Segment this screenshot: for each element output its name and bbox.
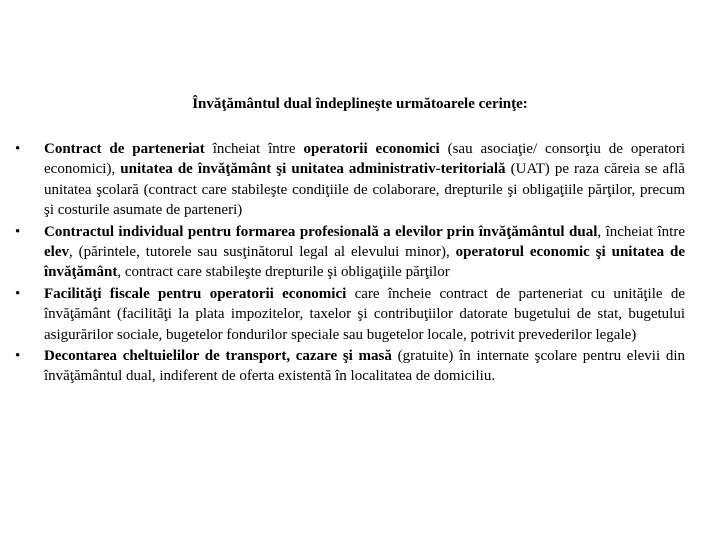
bold-text: Decontarea cheltuielilor de transport, cazare şi masă bbox=[44, 348, 392, 365]
bold-text: Contractul individual pentru formarea profesională a elevilor prin învăţământul dual bbox=[44, 223, 598, 240]
list-item bbox=[15, 139, 685, 221]
text-segment: încheiat între bbox=[204, 141, 304, 157]
text-segment: (gratuite) în internate şcolare pentru elevii din învăţământul dual, indiferent de oferta existentă în localitatea de domiciliu. bbox=[44, 348, 685, 385]
bold-text: operatorul economic şi unitatea de învăţământ bbox=[44, 244, 686, 281]
bullet-icon: • bbox=[15, 285, 21, 302]
text-segment: , (părintele, tutorele sau susţinătorul legal al elevului minor), bbox=[68, 244, 456, 261]
bullet-icon: • bbox=[15, 223, 21, 240]
bold-text: unitatea de învăţământ şi unitatea administrativ-teritorială bbox=[120, 161, 506, 178]
text-segment: care încheie contract de parteneriat cu unităţile de învăţământ (facilităţi la plata impozitelor, taxelor şi contribuţiilor datorate bugetului de stat, bugetului asigurărilor sociale, bugetelor fondurilor speciale sau bugetelor locale, potrivit prevederilor legale) bbox=[44, 285, 685, 343]
bold-text: Facilităţi fiscale pentru operatorii economici bbox=[44, 285, 347, 302]
list-item bbox=[15, 346, 685, 387]
text-segment: (UAT) pe raza căreia se află unitatea şcolară (contract care stabileşte condiţiile de colaborare, drepturile şi obligaţiile părţilor, precum şi costurile asumate de parteneri) bbox=[44, 161, 685, 219]
list-item bbox=[15, 222, 685, 283]
bold-text: operatorii economici bbox=[303, 141, 440, 157]
bold-text: Contract de parteneriat bbox=[44, 141, 205, 157]
requirements-list bbox=[15, 139, 685, 388]
list-item bbox=[15, 284, 685, 345]
text-segment: , încheiat între bbox=[597, 223, 685, 240]
page-title: Învăţământul dual îndeplineşte următoarele cerinţe: bbox=[192, 96, 528, 112]
text-segment: , contract care stabileşte drepturile şi obligaţiile părţilor bbox=[117, 264, 450, 281]
bullet-icon: • bbox=[15, 348, 21, 365]
bold-text: elev bbox=[44, 244, 69, 261]
bullet-icon: • bbox=[15, 141, 21, 157]
text-segment: (sau asociaţie/ consorţiu de operatori economici), bbox=[44, 141, 685, 178]
